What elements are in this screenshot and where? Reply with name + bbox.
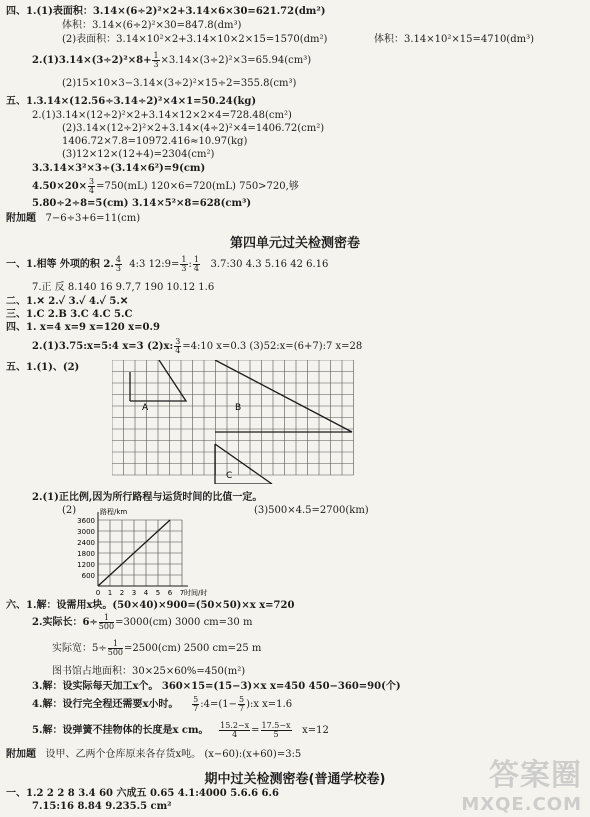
frac-num: 1 bbox=[153, 51, 159, 60]
u4-s6-4-post: ):x x=1.6 bbox=[246, 699, 293, 710]
u4-frac2 bbox=[180, 256, 187, 273]
u3-s5-3b: 3.3.14×3²×3÷(3.14×6²)=9(cm) bbox=[32, 163, 206, 174]
frac-den: 3 bbox=[115, 264, 121, 273]
u3-s5-3: (3)12×12×(12+4)=2304(cm²) bbox=[62, 149, 215, 160]
frac-den: 3 bbox=[181, 264, 187, 273]
frac-num: 5 bbox=[193, 695, 199, 704]
watermark-logo bbox=[461, 750, 582, 815]
grid-figure bbox=[112, 360, 358, 484]
u3-s4-1b: 体积：3.14×(6÷2)²×30=847.8(dm³) bbox=[62, 20, 242, 31]
grid-lines bbox=[112, 360, 354, 475]
unit4-title: 第四单元过关检测密卷 bbox=[229, 236, 360, 251]
u4-s6-5-pre: 5.解：设弹簧不挂物体的长度是x cm。 bbox=[32, 725, 209, 736]
chart-y-tick-label: 1200 bbox=[77, 561, 95, 569]
u4-s6-2a-frac bbox=[99, 614, 114, 631]
u3-extra-text: 7−6÷3+6=11(cm) bbox=[45, 213, 141, 224]
u3-s4-2a-post: ×3.14×(3÷2)²×3=65.94(cm³) bbox=[160, 55, 312, 66]
chart-x-label: 时间/时 bbox=[184, 589, 208, 596]
frac-den: 3 bbox=[153, 60, 159, 69]
frac-den: 5 bbox=[273, 730, 279, 739]
frac-num: 3 bbox=[175, 337, 181, 346]
u4-s6-4 bbox=[32, 696, 590, 713]
u3-s5-4 bbox=[32, 178, 590, 195]
u4-s4-2 bbox=[32, 338, 590, 355]
u4-s4-1: 四、1. x=4 x=9 x=120 x=0.9 bbox=[6, 322, 160, 333]
chart-x-tick-label: 1 bbox=[107, 589, 113, 596]
u4-extra-label: 附加题 bbox=[6, 749, 36, 760]
frac-den: 4 bbox=[232, 730, 238, 739]
u3-s5-5: 5.80÷2÷8=5(cm) 3.14×5²×8=628(cm³) bbox=[32, 198, 252, 209]
u4-s1-1-mid: 4:3 12:9= bbox=[129, 259, 180, 270]
u4-s6-2b-pre: 实际宽：5÷ bbox=[52, 643, 107, 654]
chart-y-tick-label: 3000 bbox=[77, 528, 95, 536]
u4-s6-5-frac2 bbox=[261, 722, 292, 739]
u4-s6-2a bbox=[32, 614, 590, 631]
figure-b bbox=[215, 360, 352, 432]
frac-num: 3 bbox=[89, 177, 95, 186]
u4-s1-2: 7.正 反 8.140 16 9.7,7 190 10.12 1.6 bbox=[32, 282, 215, 293]
u4-s5-2c: (3)500×4.5=2700(km) bbox=[254, 505, 369, 516]
u4-extra bbox=[6, 749, 301, 761]
frac-den: 4 bbox=[89, 186, 95, 195]
frac-den: 7 bbox=[238, 704, 245, 713]
u4-s6-3: 3.解：设实际每天加工x个。 360×15=(15−3)×x x=450 450−360=90(个) bbox=[32, 681, 401, 692]
u3-extra-label: 附加题 bbox=[6, 213, 36, 224]
chart-y-tick-label: 2400 bbox=[77, 539, 95, 547]
u4-s5-2a: 2.(1)正比例,因为所行路程与运货时间的比值一定。 bbox=[32, 492, 263, 503]
label-a: A bbox=[142, 403, 149, 413]
u3-s5-1: 五、1.3.14×(12.56÷3.14÷2)²×4×1=50.24(kg) bbox=[6, 96, 257, 107]
chart-x-tick-label: 6 bbox=[167, 589, 173, 596]
frac-num: 1 bbox=[108, 640, 123, 649]
u4-s6-4-pre: 4.解：设行完全程还需要x小时。 bbox=[32, 699, 179, 710]
u4-s1-1-post: 3.7:30 4.3 5.16 42 6.16 bbox=[210, 259, 329, 270]
u3-s5-4-pre: 4.50×20× bbox=[32, 181, 88, 192]
watermark-url: MXQE.COM bbox=[461, 794, 582, 815]
u4-s6-2b-frac bbox=[108, 640, 123, 657]
u4-s4-2-frac bbox=[174, 338, 181, 355]
frac-num: 5 bbox=[238, 695, 245, 704]
u4-s6-4-mid: :4=(1− bbox=[200, 699, 237, 710]
u3-s4-1c: (2)表面积：3.14×10²×2+3.14×10×2×15=1570(dm²) bbox=[62, 34, 328, 45]
frac-den: 4 bbox=[175, 346, 181, 355]
figure-c-edge bbox=[215, 444, 272, 484]
chart-y-tick-label: 3600 bbox=[77, 517, 95, 525]
u4-s2: 二、1.✕ 2.✓ 3.✓ 4.✓ 5.✕ bbox=[6, 296, 129, 307]
mid-l2: 7.15:16 8.84 9.235.5 cm² bbox=[32, 801, 172, 812]
midterm-title: 期中过关检测密卷(普通学校卷) bbox=[204, 772, 386, 787]
u3-s5-2b: (2)3.14×(12÷2)²×2+3.14×(4÷2)²×4=1406.72(cm²) bbox=[62, 123, 325, 134]
u4-s6-5-post: x=12 bbox=[302, 725, 329, 736]
u3-s5-2c: 1406.72×7.8=10972.416≈10.97(kg) bbox=[62, 136, 248, 147]
u4-s6-5-eq: = bbox=[251, 725, 260, 736]
frac-den: 4 bbox=[193, 264, 199, 273]
u4-frac3 bbox=[193, 256, 200, 273]
u4-s4-2-pre: 2.(1)3.75:x=5:4 x=3 (2)x: bbox=[32, 341, 174, 352]
u4-s6-2a-post: =3000(cm) 3000 cm=30 m bbox=[115, 617, 253, 628]
chart-x-tick-label: 0 bbox=[95, 589, 101, 596]
frac-num: 1 bbox=[193, 255, 199, 264]
chart-x-tick-label: 4 bbox=[143, 589, 149, 596]
u4-s3: 三、1.C 2.B 3.C 4.C 5.C bbox=[6, 309, 133, 320]
u3-s4-2a-frac bbox=[152, 52, 159, 69]
label-b: B bbox=[235, 403, 242, 413]
u3-s5-2a: 2.(1)3.14×(12÷2)²×2+3.14×12×2×4=728.48(cm²) bbox=[32, 110, 292, 121]
u4-s1-1-colon: : bbox=[188, 259, 192, 270]
chart-y-tick-label: 600 bbox=[81, 572, 95, 580]
frac-den: 500 bbox=[107, 648, 124, 657]
u4-s6-1: 六、1.解：设需用x块。(50×40)×900=(50×50)×x x=720 bbox=[6, 600, 295, 611]
watermark-text: 答案圈 bbox=[489, 758, 582, 793]
distance-time-chart bbox=[62, 508, 218, 596]
frac-num: 1 bbox=[181, 255, 187, 264]
u4-s1-1-pre: 一、1.相等 外项的积 2. bbox=[6, 259, 114, 270]
u3-s4-2a-pre: 2.(1)3.14×(3÷2)²×8+ bbox=[32, 55, 152, 66]
u4-s6-5-frac1 bbox=[219, 722, 250, 739]
u3-s4-2b: (2)15×10×3−3.14×(3÷2)²×15÷2=355.8(cm³) bbox=[62, 78, 297, 89]
u4-extra-text: 设甲、乙两个仓库原来各存货x吨。 (x−60):(x+60)=3:5 bbox=[45, 749, 302, 760]
u4-s6-4-frac1 bbox=[192, 696, 199, 713]
u3-s5-4-frac bbox=[88, 178, 95, 195]
frac-den: 7 bbox=[193, 704, 199, 713]
u4-s6-2a-pre: 2.实际长：6÷ bbox=[32, 617, 98, 628]
chart-x-tick-label: 7 bbox=[179, 589, 185, 596]
u3-s4-2a bbox=[32, 52, 590, 69]
u3-s4-1c2: 体积：3.14×10²×15=4710(dm³) bbox=[374, 34, 535, 45]
frac-num: 4 bbox=[115, 255, 121, 264]
u4-frac1 bbox=[115, 256, 122, 273]
u4-s5-label: 五、1.(1)、(2) bbox=[6, 362, 80, 373]
u4-s1-1 bbox=[6, 256, 590, 273]
frac-num: 15.2−x bbox=[220, 721, 250, 730]
u3-s5-4-post: =750(mL) 120×6=720(mL) 750>720,够 bbox=[96, 181, 299, 192]
frac-num: 17.5−x bbox=[261, 721, 291, 730]
u3-s4-1a: 四、1.(1)表面积：3.14×(6÷2)²×2+3.14×6×30=621.72(dm²) bbox=[6, 6, 326, 17]
u3-extra bbox=[6, 213, 140, 225]
u4-s6-4-frac2 bbox=[238, 696, 245, 713]
chart-y-label: 路程/km bbox=[100, 508, 128, 516]
u4-s5-2b-label: (2) bbox=[62, 505, 77, 516]
u4-s6-2c: 图书馆占地面积：30×25×60%=450(m²) bbox=[52, 666, 246, 677]
u4-s6-5 bbox=[32, 722, 590, 739]
u4-s6-2b bbox=[52, 640, 590, 657]
mid-l1: 一、1.2 2 2 8 3.4 60 六成五 0.65 4.1:4000 5.6.6 6.6 bbox=[6, 788, 279, 799]
frac-num: 1 bbox=[99, 614, 114, 623]
u4-s6-2b-post: =2500(cm) 2500 cm=25 m bbox=[124, 643, 262, 654]
frac-den: 500 bbox=[98, 622, 115, 631]
chart-x-tick-label: 2 bbox=[119, 589, 125, 596]
label-c: C bbox=[226, 471, 233, 481]
chart-x-tick-label: 3 bbox=[131, 589, 137, 596]
chart-x-tick-label: 5 bbox=[155, 589, 161, 596]
u4-s4-2-post: =4:10 x=0.3 (3)52:x=(6+7):7 x=28 bbox=[182, 341, 363, 352]
chart-y-tick-label: 1800 bbox=[77, 550, 95, 558]
